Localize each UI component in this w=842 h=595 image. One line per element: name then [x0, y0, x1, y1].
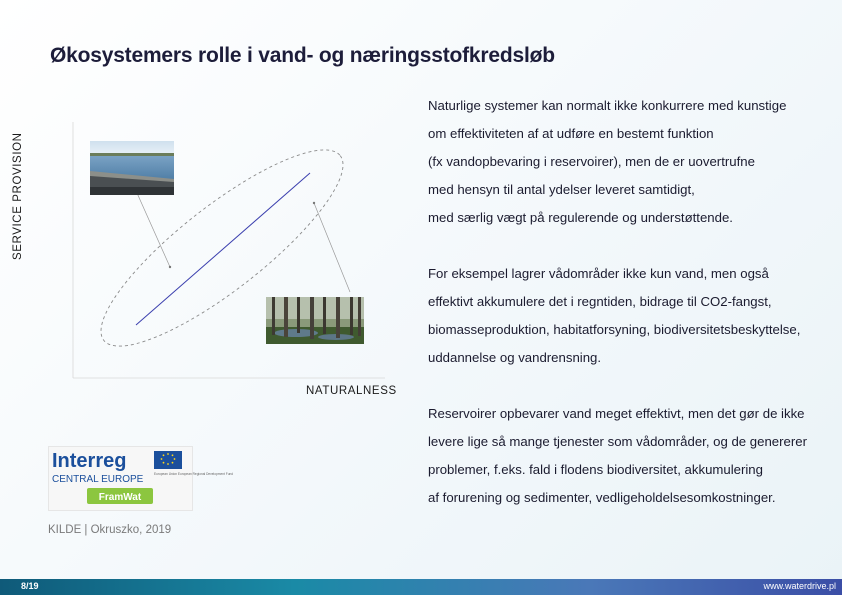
interreg-logo: [48, 446, 234, 511]
leader-dot-reservoir: [169, 266, 171, 268]
page-number: 8/19: [21, 581, 39, 591]
source-citation: KILDE | Okruszko, 2019: [48, 524, 172, 536]
text-line: (fx vandopbevaring i reservoirer), men de er uovertrufne: [428, 154, 755, 169]
text-line: effektivt akkumulere det i regntiden, bidrage til CO2-fangst,: [428, 294, 772, 309]
text-line: uddannelse og vandrensning.: [428, 350, 602, 365]
text-line: med særlig vægt på regulerende og understøttende.: [428, 210, 733, 225]
text-line: levere lige så mange tjenester som vådområder, og de genererer: [428, 434, 807, 449]
logo-eu-text: European Union European Regional Development Fund: [154, 472, 234, 476]
footer-bar: [0, 579, 842, 595]
leader-line-wetland: [314, 203, 350, 292]
paragraph-1: [428, 92, 833, 232]
leader-line-reservoir: [137, 193, 170, 267]
slide-title: Økosystemers rolle i vand- og næringsstofkredsløb: [50, 44, 555, 67]
text-line: problemer, f.eks. fald i flodens biodiversitet, akkumulering: [428, 462, 763, 477]
text-line: om effektiviteten af at udføre en bestemt funktion: [428, 126, 714, 141]
logo-brand: Interreg: [52, 450, 127, 472]
y-axis-label: SERVICE PROVISION: [12, 132, 24, 260]
body-text: [428, 92, 833, 540]
logo-region: CENTRAL EUROPE: [52, 474, 144, 485]
x-axis-label: NATURALNESS: [306, 385, 397, 397]
text-line: For eksempel lagrer vådområder ikke kun vand, men også: [428, 266, 769, 281]
paragraph-3: [428, 400, 833, 512]
website-link[interactable]: www.waterdrive.pl: [763, 581, 836, 591]
reservoir-photo: [90, 141, 174, 195]
text-line: med hensyn til antal ydelser leveret samtidigt,: [428, 182, 695, 197]
text-line: af forurening og sedimenter, vedligeholdelsesomkostninger.: [428, 490, 776, 505]
text-line: biomasseproduktion, habitatforsyning, biodiversitetsbeskyttelse,: [428, 322, 801, 337]
wetland-photo: [266, 297, 364, 344]
text-line: Naturlige systemer kan normalt ikke konkurrere med kunstige: [428, 98, 787, 113]
logo-project: FramWat: [98, 492, 142, 503]
text-line: Reservoirer opbevarer vand meget effektivt, men det gør de ikke: [428, 406, 805, 421]
paragraph-2: [428, 260, 833, 372]
leader-dot-wetland: [313, 202, 315, 204]
interreg-logo-graphic: [49, 447, 234, 510]
